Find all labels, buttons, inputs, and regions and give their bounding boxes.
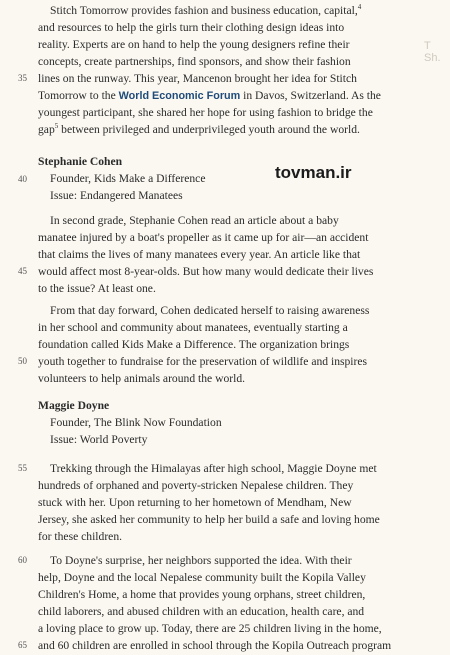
body-line: help, Doyne and the local Nepalese community built the Kopila Valley [38,571,366,584]
body-line: reality. Experts are on hand to help the young designers refine their [38,38,350,51]
highlighted-term: World Economic Forum [118,90,241,102]
body-line: that claims the lives of many manatees every year. An article like that [38,248,361,261]
margin-letter: Sh. [424,52,441,64]
body-line: volunteers to help animals around the world. [38,372,246,385]
profile-role: Founder, Kids Make a Difference [50,172,206,185]
line-number: 40 [18,174,27,184]
footnote-marker: 5 [54,122,59,131]
body-line: manatee injured by a boat's propeller as it came up for air—an accident [38,231,369,244]
body-line: Jersey, she asked her community to help her build a safe and loving home [38,513,380,526]
body-line: to the issue? At least one. [38,282,156,295]
line-number: 55 [18,463,27,473]
body-line: hundreds of orphaned and poverty-stricken Nepalese children. They [38,479,354,492]
profile-issue: Issue: Endangered Manatees [50,189,183,202]
profile-issue: Issue: World Poverty [50,433,148,446]
body-line: concepts, create partnerships, find sponsors, and show their fashion [38,55,351,68]
body-line: In second grade, Stephanie Cohen read an article about a baby [50,214,339,227]
line-number: 45 [18,266,27,276]
line-number: 60 [18,555,27,565]
body-line: Stitch Tomorrow provides fashion and business education, capital,$^4$ [50,3,362,17]
body-line: From that day forward, Cohen dedicated herself to raising awareness [50,304,370,317]
line-number: 50 [18,356,27,366]
body-line: a loving place to grow up. Today, there are 25 children living in the home, [38,622,382,635]
profile-name: Stephanie Cohen [38,155,123,168]
footnote-marker: 4 [357,3,362,12]
margin-letter: T [424,40,431,52]
watermark: tovman.ir [275,163,352,182]
body-line: and resources to help the girls turn their clothing design ideas into [38,21,345,34]
body-line: To Doyne's surprise, her neighbors supported the idea. With their [50,554,352,567]
profile-role: Founder, The Blink Now Foundation [50,416,222,429]
body-line: Tomorrow to the World Economic Forum in Davos, Switzerland. As the [38,89,381,102]
body-line: youngest participant, she shared her hope for using fashion to bridge the [38,106,373,119]
line-number: 35 [18,73,27,83]
body-line: Children's Home, a home that provides young orphans, street children, [38,588,366,601]
body-line: Trekking through the Himalayas after high school, Maggie Doyne met [50,462,377,475]
body-line: foundation called Kids Make a Difference. The organization brings [38,338,350,351]
body-line: and 60 children are enrolled in school through the Kopila Outreach program [38,639,392,652]
line-number: 65 [18,640,27,650]
profile-name: Maggie Doyne [38,399,110,412]
body-line: gap$^5$ between privileged and underprivileged youth around the world. [38,122,360,136]
body-line: lines on the runway. This year, Mancenon brought her idea for Stitch [38,72,357,85]
body-line: child laborers, and abused children with an education, health care, and [38,605,365,618]
body-line: in her school and community about manatees, eventually starting a [38,321,348,334]
body-line: youth together to fundraise for the preservation of wildlife and inspires [38,355,368,368]
body-line: stuck with her. Upon returning to her hometown of Mendham, New [38,496,352,509]
body-line: would affect most 8-year-olds. But how many would dedicate their lives [38,265,374,278]
body-line: for these children. [38,530,123,543]
